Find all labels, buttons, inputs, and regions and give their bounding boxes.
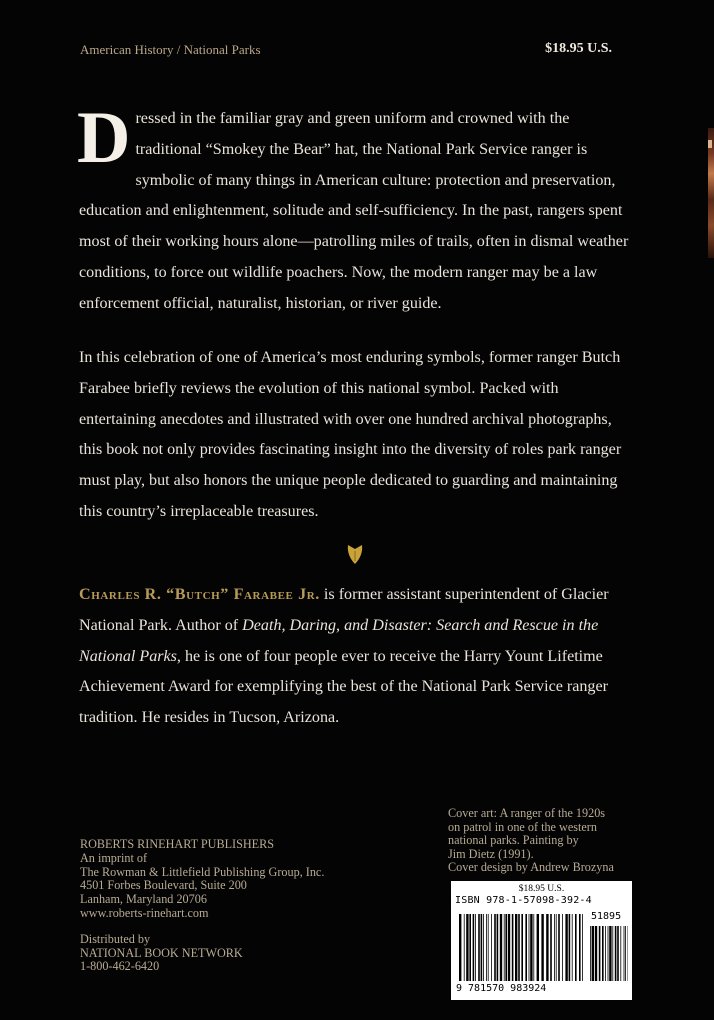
price-label: $18.95 U.S. bbox=[545, 41, 612, 56]
distributed-by-label: Distributed by bbox=[80, 931, 151, 946]
barcode-bar bbox=[605, 926, 606, 981]
barcode-bar bbox=[624, 926, 625, 981]
barcode-bar bbox=[469, 914, 471, 981]
barcode-bar bbox=[582, 914, 583, 981]
distributor-name: NATIONAL BOOK NETWORK bbox=[80, 945, 243, 960]
barcode-bar bbox=[486, 914, 487, 981]
imprint-line-1: An imprint of bbox=[80, 850, 148, 865]
author-book-title: Death, Daring, and Disaster: Search and Rescue in the National Parks bbox=[79, 616, 599, 665]
barcode-bar bbox=[466, 914, 468, 981]
barcode-bar bbox=[488, 914, 489, 981]
address-line-1: 4501 Forbes Boulevard, Suite 200 bbox=[80, 878, 247, 893]
barcode-bar bbox=[590, 926, 591, 981]
barcode-bar bbox=[504, 914, 505, 981]
barcode-bar bbox=[494, 914, 496, 981]
barcode-bar bbox=[491, 914, 492, 981]
barcode-bar bbox=[500, 914, 502, 981]
barcode-bar bbox=[464, 914, 465, 981]
barcode-bar bbox=[521, 914, 523, 981]
barcode-bar bbox=[512, 914, 514, 981]
cover-credit-line: on patrol in one of the western bbox=[448, 819, 597, 834]
barcode-addon-bars bbox=[590, 926, 628, 981]
barcode-bar bbox=[537, 914, 539, 981]
barcode-bar bbox=[541, 914, 543, 981]
barcode-bar bbox=[529, 914, 530, 981]
barcode-bar bbox=[595, 926, 597, 981]
barcode-bar bbox=[602, 926, 604, 981]
author-bio-text-2: , he is one of four people ever to receive the Harry Yount Lifetime Achievement Award for exemplifying the best of the National Park Service ranger tradition. He resides in Tucson, Arizona. bbox=[79, 647, 608, 727]
barcode-bar bbox=[497, 914, 499, 981]
description-paragraph-1 bbox=[77, 97, 634, 320]
cover-credit-line: Jim Dietz (1991). bbox=[448, 846, 534, 861]
barcode-bar bbox=[575, 914, 577, 981]
barcode-bar bbox=[459, 914, 461, 981]
publisher-website: www.roberts-rinehart.com bbox=[80, 905, 209, 920]
barcode-bar bbox=[533, 914, 534, 981]
front-cover-edge-detail bbox=[708, 140, 712, 148]
barcode-bar bbox=[473, 914, 475, 981]
barcode-bar bbox=[530, 914, 532, 981]
barcode-bar bbox=[592, 926, 594, 981]
barcode-bar bbox=[620, 926, 621, 981]
arrowhead-ornament-icon bbox=[346, 543, 364, 565]
imprint-line-2: The Rowman & Littlefield Publishing Group, Inc. bbox=[80, 864, 325, 879]
barcode-bar bbox=[565, 914, 567, 981]
barcode-bar bbox=[505, 914, 507, 981]
barcode-bar bbox=[612, 926, 613, 981]
barcode-bar bbox=[558, 914, 560, 981]
barcode-bar bbox=[609, 926, 611, 981]
description-paragraph-2: In this celebration of one of America’s most enduring symbols, former ranger Butch Farabee briefly reviews the evolution of this national symbol. Packed with entertaining anecdotes and illustrated with over one hundred archival photographs, this book not only provides fascinating insight into the diversity of roles park ranger must play, but also honors the unique people dedicated to guarding and maintaining this country’s irreplaceable treasures. bbox=[79, 349, 622, 520]
barcode-bar bbox=[554, 914, 555, 981]
cover-credit-line: Cover art: A ranger of the 1920s bbox=[448, 806, 606, 820]
publisher-block bbox=[80, 838, 380, 974]
barcode-bar bbox=[478, 914, 480, 981]
barcode-bar bbox=[481, 914, 483, 981]
barcode-bars bbox=[459, 914, 585, 981]
cover-design-credit: Cover design by Andrew Brozyna bbox=[448, 860, 614, 875]
barcode-bar bbox=[599, 926, 601, 981]
barcode-bar bbox=[579, 914, 581, 981]
barcode-bar bbox=[525, 914, 527, 981]
barcode-bar bbox=[625, 926, 626, 981]
cover-credits bbox=[448, 807, 638, 875]
barcode-bar bbox=[569, 914, 571, 981]
barcode-bar bbox=[508, 914, 510, 981]
barcode-bar bbox=[550, 914, 552, 981]
barcode-price: $18.95 U.S. bbox=[518, 884, 565, 894]
barcode-bar bbox=[617, 926, 619, 981]
barcode-bar bbox=[475, 914, 476, 981]
barcode-addon-digits: 51895 bbox=[591, 911, 622, 922]
description-paragraph-1-text: ressed in the familiar gray and green uniform and crowned with the traditional “Smokey the Bear” hat, the National Park Service ranger is symbolic of many things in American culture: protection and preservation, education and enlightenment, solitude and self-sufficiency. In the past, rangers spent most of their working hours alone—patrolling miles of trails, often in dismal weather conditions, to force out wildlife poachers. Now, the modern ranger may be a law enforcement official, naturalist, historian, or river guide. bbox=[79, 110, 629, 312]
publisher-name: ROBERTS RINEHART PUBLISHERS bbox=[80, 837, 275, 851]
barcode-bar bbox=[615, 926, 617, 981]
barcode-bar bbox=[518, 914, 520, 981]
barcode-bar bbox=[483, 914, 484, 981]
author-bio-text-1: is former assistant superintendent of Glacier National Park. Author of bbox=[79, 586, 609, 634]
barcode-bar bbox=[515, 914, 517, 981]
drop-cap: D bbox=[77, 97, 131, 179]
barcode-bar bbox=[608, 926, 609, 981]
category-label: American History / National Parks bbox=[80, 42, 261, 57]
isbn-barcode bbox=[451, 881, 632, 1000]
barcode-digits: 9 781570 983924 bbox=[456, 983, 547, 994]
distributor-phone: 1-800-462-6420 bbox=[80, 959, 160, 974]
barcode-bar bbox=[546, 914, 548, 981]
barcode-bar bbox=[562, 914, 563, 981]
barcode-isbn: ISBN 978-1-57098-392-4 bbox=[455, 895, 592, 906]
barcode-bar bbox=[556, 914, 557, 981]
cover-credit-line: national parks. Painting by bbox=[448, 833, 579, 848]
barcode-bar bbox=[572, 914, 573, 981]
address-line-2: Lanham, Maryland 20706 bbox=[80, 892, 207, 907]
author-bio bbox=[79, 580, 634, 734]
author-name: Charles R. “Butch” Farabee Jr. bbox=[79, 586, 320, 603]
